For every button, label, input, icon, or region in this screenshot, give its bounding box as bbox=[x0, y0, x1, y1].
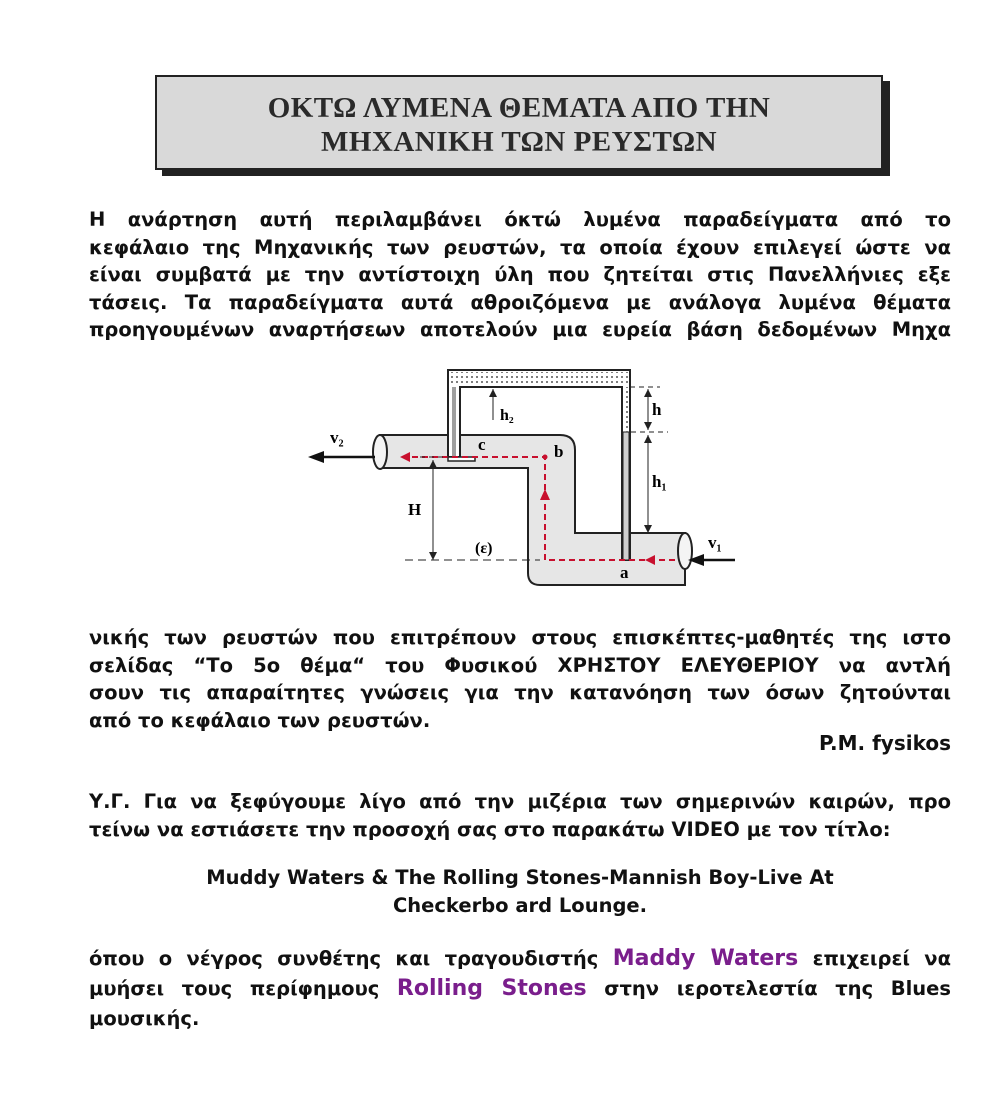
closing-line-2 bbox=[89, 974, 951, 1004]
continuation-paragraph bbox=[89, 624, 951, 734]
page-title bbox=[157, 91, 881, 159]
label-e: (ε) bbox=[475, 540, 493, 557]
point-b-marker bbox=[543, 455, 548, 460]
closing-text: όπου ο νέγρος συνθέτης και τραγουδιστής bbox=[89, 947, 613, 970]
continuation-line: σελίδας “Το 5ο θέμα“ του Φυσικού ΧΡΗΣΤΟΥ ΕΛΕΥΘΕΡΙΟΥ να αντλή bbox=[89, 653, 951, 677]
title-banner bbox=[155, 75, 883, 170]
label-b: b bbox=[554, 442, 564, 461]
signature: P.M. fysikos bbox=[819, 731, 951, 755]
continuation-line: νικής των ρευστών που επιτρέπουν στους επισκέπτες-μαθητές της ιστο bbox=[89, 626, 951, 649]
title-line-2: ΜΗΧΑΝΙΚΗ ΤΩΝ ΡΕΥΣΤΩΝ bbox=[320, 126, 718, 158]
ps-line: τείνω να εστιάσετε την προσοχή σας στο παρακάτω VIDEO με τον τίτλο: bbox=[89, 817, 891, 841]
dim-h1-arrow-down bbox=[644, 525, 652, 533]
title-line-1: ΟΚΤΩ ΛΥΜΕΝΑ ΘΕΜΑΤΑ ΑΠΟ ΤΗΝ bbox=[267, 92, 771, 124]
dim-h1-arrow-up bbox=[644, 435, 652, 443]
pipe-left-opening bbox=[373, 435, 387, 469]
continuation-line: σουν τις απαραίτητες γνώσεις για την κατανόηση των όσων ζητούνται bbox=[89, 681, 951, 705]
closing-text: μυήσει τους περίφημους bbox=[89, 977, 397, 1000]
dim-h2-arrow bbox=[489, 389, 497, 397]
label-v2: v₂ bbox=[330, 428, 344, 447]
dim-h-arrow-up bbox=[644, 389, 652, 397]
rolling-stones-link: Rolling Stones bbox=[396, 976, 587, 1001]
label-c: c bbox=[478, 435, 486, 454]
video-title-line-1: Muddy Waters & The Rolling Stones-Mannish Boy-Live At bbox=[206, 866, 834, 889]
intro-paragraph bbox=[89, 206, 951, 344]
dim-H-arrow-down bbox=[429, 552, 437, 560]
label-h: h bbox=[652, 400, 662, 419]
closing-text: επιχειρεί να bbox=[798, 947, 951, 970]
right-liquid-column bbox=[623, 432, 629, 560]
label-H: H bbox=[408, 500, 422, 519]
fluid-pipe-diagram bbox=[300, 365, 750, 605]
intro-line: Η ανάρτηση αυτή περιλαμβάνει όκτώ λυμένα παραδείγματα από το bbox=[89, 208, 951, 231]
ps-paragraph bbox=[89, 788, 951, 843]
intro-line: προηγουμένων αναρτήσεων αποτελούν μια ευρεία βάση δεδομένων Μηχα bbox=[89, 318, 951, 342]
closing-line-1 bbox=[89, 944, 951, 974]
label-a: a bbox=[620, 563, 629, 582]
manometer-dotted-fill bbox=[450, 372, 628, 385]
closing-text: στην ιεροτελεστία της Blues bbox=[586, 977, 952, 1000]
dim-h-arrow-down bbox=[644, 422, 652, 430]
ps-line: Υ.Γ. Για να ξεφύγουμε λίγο από την μιζέρια των σημερινών καιρών, προ bbox=[89, 790, 951, 813]
video-title-line-2: Checkerbo ard Lounge. bbox=[392, 894, 648, 917]
intro-line: είναι συμβατά με την αντίστοιχη ύλη που ζητείται στις Πανελλήνιες εξε bbox=[89, 263, 951, 287]
continuation-line: από το κεφάλαιο των ρευστών. bbox=[89, 708, 431, 732]
pipe-right-opening bbox=[678, 533, 692, 569]
label-v1: v₁ bbox=[708, 533, 722, 552]
video-title bbox=[89, 864, 951, 920]
label-h2: h₂ bbox=[500, 407, 514, 424]
intro-line: κεφάλαιο της Μηχανικής των ρευστών, τα οποία έχουν επιλεγεί ώστε να bbox=[89, 235, 951, 259]
intro-line: τάσεις. Τα παραδείγματα αυτά αθροιζόμενα με ανάλογα λυμένα θέματα bbox=[89, 290, 951, 314]
maddy-waters-link: Maddy Waters bbox=[612, 946, 799, 971]
closing-line-3: μουσικής. bbox=[89, 1007, 200, 1030]
label-h1: h₁ bbox=[652, 472, 667, 491]
v2-arrowhead bbox=[308, 451, 324, 463]
manometer-right-column bbox=[624, 387, 629, 432]
closing-paragraph bbox=[89, 944, 951, 1034]
